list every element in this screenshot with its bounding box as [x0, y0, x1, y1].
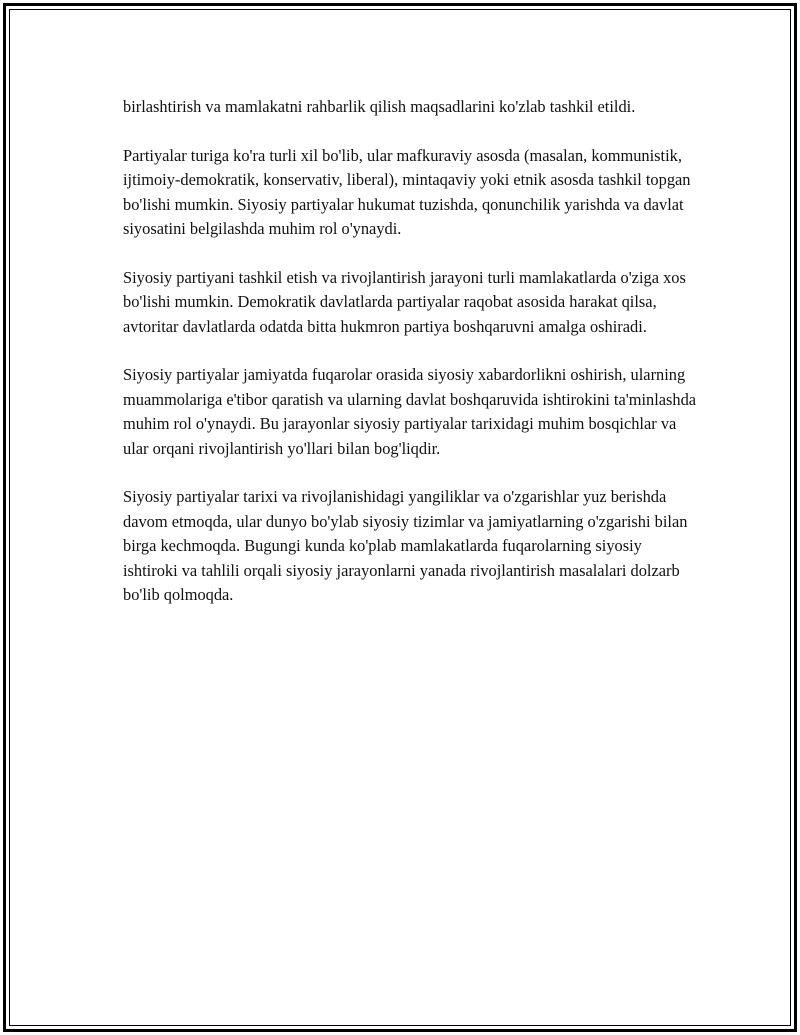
document-body — [123, 95, 698, 632]
paragraph-3: Siyosiy partiyani tashkil etish va rivojlantirish jarayoni turli mamlakatlarda o'ziga xos bo'lishi mumkin. Demokratik davlatlarda partiyalar raqobat asosida harakat qilsa, avtoritar davlatlarda odatda bitta hukmron partiya boshqaruvni amalga oshiradi. — [123, 267, 686, 336]
paragraph-1: birlashtirish va mamlakatni rahbarlik qilish maqsadlarini ko'zlab tashkil etildi. — [123, 97, 636, 116]
paragraph-4: Siyosiy partiyalar jamiyatda fuqarolar orasida siyosiy xabardorlikni oshirish, ularning muammolariga e'tibor qaratish va ularning davlat boshqaruvida ishtirokini ta'minlashda muhim rol o'ynaydi. Bu jarayonlar siyosiy partiyalar tarixidagi muhim bosqichlar va ular orqani rivojlantirish yo'llari bilan bog'liqdir. — [123, 365, 697, 458]
paragraph-5: Siyosiy partiyalar tarixi va rivojlanishidagi yangiliklar va o'zgarishlar yuz berishda davom etmoqda, ular dunyo bo'ylab siyosiy tizimlar va jamiyatlarning o'zgarishi bilan birga kechmoqda. Bugungi kunda ko'plab mamlakatlarda fuqarolarning siyosiy ishtiroki va tahlili orqali siyosiy jarayonlarni yanada rivojlantirish masalalari dolzarb bo'lib qolmoqda. — [123, 487, 688, 605]
document-page — [3, 3, 797, 1032]
paragraph-2: Partiyalar turiga ko'ra turli xil bo'lib, ular mafkuraviy asosda (masalan, kommunistik, ijtimoiy-demokratik, konservativ, liberal), mintaqaviy yoki etnik asosda tashkil topgan bo'lishi mumkin. Siyosiy partiyalar hukumat tuzishda, qonunchilik yarishda va davlat siyosatini belgilashda muhim rol o'ynaydi. — [123, 145, 691, 239]
